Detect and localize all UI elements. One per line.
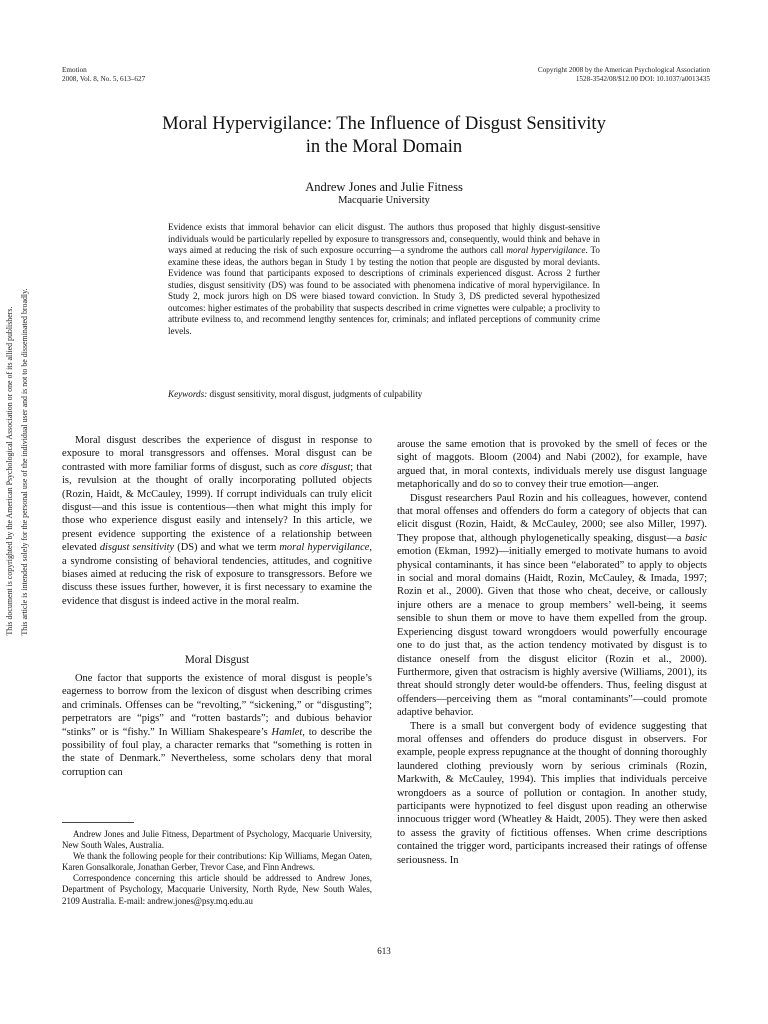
italic-term: core disgust: [299, 461, 351, 473]
copyright-info: [538, 66, 710, 83]
keywords: [168, 389, 600, 399]
doi-line: 1528-3542/08/$12.00 DOI: 10.1037/a0013435: [575, 74, 710, 83]
left-column-intro: [62, 434, 372, 608]
abstract: [168, 222, 600, 337]
paper-title: [90, 112, 678, 158]
paragraph-text: Moral disgust describes the experience of disgust in response to exposure to moral transgressors and offenses. Moral disgust can be contrasted with more familiar forms of disgust, such as: [62, 435, 372, 473]
italic-term: basic: [684, 532, 707, 544]
journal-name: Emotion: [62, 66, 87, 74]
footnotes: [62, 829, 372, 907]
right-column: [397, 438, 707, 867]
title-line-1: Moral Hypervigilance: The Influence of Disgust Sensitivity: [162, 113, 606, 134]
italic-term: Hamlet: [271, 726, 303, 738]
keywords-text: disgust sensitivity, moral disgust, judgments of culpability: [207, 389, 423, 399]
watermark-text: [2, 288, 32, 635]
paragraph: [62, 434, 372, 608]
italic-term: disgust sensitivity: [99, 542, 175, 554]
paragraph-text: emotion (Ekman, 1992)—initially emerged to motivate humans to avoid physical contaminants, it has since been “elaborated” to apply to objects in social and moral domains (Haidt, Rozin, McCauley, & Imada, 1997; Rozin et al., 2000). Given that those who cheat, deceive, or callously injure others are a menace to group members’ well-being, it seems sensible to shun them or move to have them expelled from the group. Experiencing disgust toward wrongdoers would powerfully encourage one to do just that, as the action tendency motivated by disgust is to distance oneself from the disgust elicitor (Rozin et al., 2000). Furthermore, given that ostracism is highly aversive (Williams, 2001), its threat should strongly deter would-be offenders. Thus, feeling disgust at offenders—perceiving them as “moral contaminants”—could promote adaptive behavior.: [397, 546, 707, 719]
affiliation: Macquarie University: [338, 195, 430, 206]
paragraph: arouse the same emotion that is provoked by the smell of feces or the sight of maggots. Bloom (2004) and Nabi (2002), for example, have argued that, in moral contexts, individuals merely use disgust language metaphorically and do so to convey their true emotion—anger.: [397, 439, 707, 491]
paragraph: [62, 672, 372, 779]
paragraph-text: , to describe the possibility of foul play, a character remarks that “something is rotten in the state of Denmark.” Nevertheless, some scholars deny that moral corruption can: [62, 726, 372, 778]
paragraph-text: Disgust researchers Paul Rozin and his colleagues, however, contend that moral offenses and offenders do form a category of objects that can elicit disgust (Rozin, Haidt, & McCauley, 2000; see also Miller, 1997). They propose that, although phylogenetically speaking, disgust—a: [397, 492, 707, 544]
paragraph-text: One factor that supports the existence of moral disgust is people’s eagerness to borrow from the lexicon of disgust when describing crimes and criminals. Offenses can be “revolting,” “sickening,” or “disgusting”; perpetrators are “pigs” and “rotten bastards”; and dubious behavior “stinks” or is “fishy.” In William Shakespeare’s: [62, 673, 372, 738]
acknowledgments-note: We thank the following people for their contributions: Kip Williams, Megan Oaten, Karen Gonsalkorale, Jonathan Gerber, Trevor Case, and Finn Andrews.: [62, 851, 372, 873]
author-note: Andrew Jones and Julie Fitness, Department of Psychology, Macquarie University, New South Wales, Australia.: [62, 829, 372, 851]
paragraph-text: ; that is, revulsion at the thought of orally incorporating polluted objects (Rozin, Haidt, & McCauley, 1999). If corrupt individuals can truly elicit disgust—and this issue is contentious—then what might this imply for those who experience disgust easily and intensely? In this article, we present evidence supporting the existence of a relationship between elevated: [62, 461, 372, 554]
abstract-term: moral hypervigilance: [506, 245, 586, 255]
paragraph: There is a small but convergent body of evidence suggesting that moral offenses and offenders do produce disgust in observers. For example, people express repugnance at the thought of donning thoroughly laundered clothing previously worn by serious criminals (Rozin, Markwith, & McCauley, 1994). This implies that individuals perceive wrongdoers as a source of pollution or contagion. In another study, participants were hypnotized to feel disgust upon reading an otherwise innocuous trigger word (Wheatley & Haidt, 2005). They were then asked to assess the gravity of fictitious offenses. When crime descriptions contained the trigger word, participants increased their ratings of offense seriousness. In: [397, 720, 707, 866]
journal-info: [62, 66, 145, 83]
section-heading: Moral Disgust: [184, 654, 250, 666]
keywords-label: Keywords:: [168, 389, 208, 399]
footnote-divider: [62, 822, 134, 823]
abstract-text-continued: . To examine these ideas, the authors began in Study 1 by testing the notion that people are disgusted by moral deviants. Evidence was found that participants exposed to descriptions of criminals experienced disgust. Across 2 further studies, disgust sensitivity (DS) was found to be associated with phenomena indicative of moral hypervigilance. In Study 2, mock jurors high on DS were biased toward conviction. In Study 3, DS predicted several hypothesized outcomes: higher estimates of the probability that suspects described in crime vignettes were culpable; a proclivity to attribute evilness to, and recommend lengthy sentences for, criminals; and inflated perceptions of community crime levels.: [168, 245, 600, 336]
abstract-text: Evidence exists that immoral behavior can elicit disgust. The authors thus proposed that highly disgust-sensitive individuals would be particularly repelled by exposure to transgressors and, consequently, would think and behave in ways aimed at reducing the risk of such exposure occurring—a syndrome the authors call: [168, 222, 600, 255]
author-list: Andrew Jones and Julie Fitness: [305, 180, 463, 194]
paragraph-text: (DS) and what we term: [174, 542, 280, 554]
journal-volume: 2008, Vol. 8, No. 5, 613–627: [62, 74, 146, 83]
watermark-line-2: This article is intended solely for the personal use of the individual user and is not to be disseminated broadly.: [20, 288, 29, 636]
correspondence-note: Correspondence concerning this article should be addressed to Andrew Jones, Department of Psychology, Macquarie University, North Ryde, New South Wales, 2109 Australia. E-mail: andrew.jones@psy.mq.edu.au: [62, 873, 372, 906]
watermark-line-1: This document is copyrighted by the American Psychological Association or one of its allied publishers.: [5, 306, 14, 636]
copyright-line: Copyright 2008 by the American Psychological Association: [537, 66, 710, 74]
page-number: 613: [377, 946, 391, 956]
title-line-2: in the Moral Domain: [305, 136, 463, 157]
paragraph-text: , a syndrome consisting of behavioral tendencies, attitudes, and cognitive biases aimed at reducing the risk of exposure to transgressors. Before we discuss these issues further, however, it is first necessary to examine the evidence that disgust is indeed active in the moral realm.: [62, 542, 372, 607]
paragraph: [397, 492, 707, 720]
italic-term: moral hypervigilance: [279, 542, 370, 554]
left-column-section: [62, 672, 372, 779]
